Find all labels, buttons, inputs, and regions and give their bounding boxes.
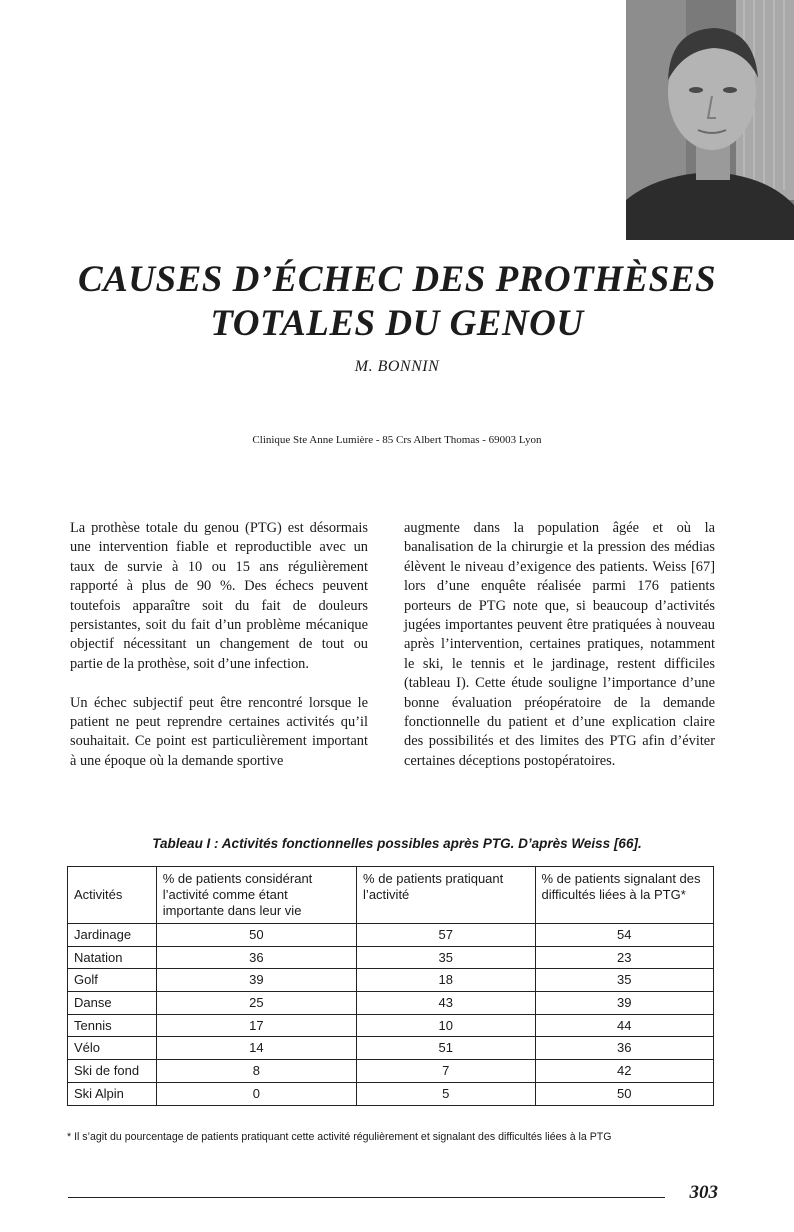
table-row xyxy=(68,1014,714,1037)
table-cell: 39 xyxy=(535,992,713,1015)
table-cell: 51 xyxy=(357,1037,535,1060)
table-cell: 10 xyxy=(357,1014,535,1037)
table-cell: 25 xyxy=(156,992,356,1015)
table-cell: 44 xyxy=(535,1014,713,1037)
activity-name: Danse xyxy=(68,992,157,1015)
activity-name: Ski de fond xyxy=(68,1060,157,1083)
activity-name: Natation xyxy=(68,946,157,969)
activity-name: Jardinage xyxy=(68,924,157,947)
footer-rule xyxy=(68,1197,665,1198)
table-header-cell: % de patients pratiquant l’activité xyxy=(357,867,535,924)
author-name: M. BONNIN xyxy=(354,358,440,375)
table-cell: 5 xyxy=(357,1082,535,1105)
body-column-left xyxy=(70,519,368,771)
table-header-cell: Activités xyxy=(68,867,157,924)
page-number: 303 xyxy=(689,1182,718,1203)
table-cell: 39 xyxy=(156,969,356,992)
table-cell: 14 xyxy=(156,1037,356,1060)
table-cell: 43 xyxy=(357,992,535,1015)
activity-name: Golf xyxy=(68,969,157,992)
table-cell: 36 xyxy=(535,1037,713,1060)
table-footnote: * Il s’agit du pourcentage de patients pratiquant cette activité régulièrement et signalant des difficultés liées à la PTG xyxy=(67,1131,612,1143)
table-caption: Tableau I : Activités fonctionnelles possibles après PTG. D’après Weiss [66]. xyxy=(152,836,642,851)
paragraph: La prothèse totale du genou (PTG) est désormais une intervention fiable et reproductible avec un taux de survie à 10 ou 15 ans régulièrement rapporté à plus de 90 %. Des échecs peuvent toutefois apparaître soit du fait de douleurs persistantes, soit du fait d’un problème mécanique objectif nécessitant un changement de tout ou partie de la prothèse, soit d’une infection. xyxy=(70,520,368,672)
author-photo xyxy=(626,0,794,240)
table-cell: 35 xyxy=(535,969,713,992)
activity-name: Ski Alpin xyxy=(68,1082,157,1105)
table-row xyxy=(68,924,714,947)
table-row xyxy=(68,992,714,1015)
table-cell: 36 xyxy=(156,946,356,969)
table-row xyxy=(68,969,714,992)
table-cell: 8 xyxy=(156,1060,356,1083)
activity-name: Vélo xyxy=(68,1037,157,1060)
table-row xyxy=(68,1037,714,1060)
article-title xyxy=(0,258,794,346)
table-header-cell: % de patients considérant l’activité comme étant importante dans leur vie xyxy=(156,867,356,924)
title-line-1: CAUSES D’ÉCHEC DES PROTHÈSES xyxy=(77,259,717,300)
table-cell: 7 xyxy=(357,1060,535,1083)
table-cell: 42 xyxy=(535,1060,713,1083)
author-affiliation: Clinique Ste Anne Lumière - 85 Crs Albert Thomas - 69003 Lyon xyxy=(252,434,542,446)
paragraph: Un échec subjectif peut être rencontré lorsque le patient ne peut reprendre certaines activités qu’il souhaitait. Ce point est particulièrement important à une époque où la demande sportive xyxy=(70,694,368,769)
title-line-2: TOTALES DU GENOU xyxy=(210,303,584,344)
table-cell: 50 xyxy=(156,924,356,947)
table-cell: 50 xyxy=(535,1082,713,1105)
table-cell: 35 xyxy=(357,946,535,969)
table-cell: 0 xyxy=(156,1082,356,1105)
table-row xyxy=(68,1082,714,1105)
table-header-cell: % de patients signalant des difficultés liées à la PTG* xyxy=(535,867,713,924)
table-cell: 17 xyxy=(156,1014,356,1037)
table-cell: 54 xyxy=(535,924,713,947)
activity-name: Tennis xyxy=(68,1014,157,1037)
paragraph: augmente dans la population âgée et où la banalisation de la chirurgie et la pression des médias élèvent le niveau d’exigence des patients. Weiss [67] lors d’une enquête réalisée parmi 176 patients porteurs de PTG note que, si beaucoup d’activités jugées importantes peuvent être pratiquées à nouveau après l’intervention, certaines pratiques, notamment le ski, le tennis et le jardinage, restent difficiles (tableau I). Cette étude souligne l’importance d’une bonne évaluation préopératoire de la demande fonctionnelle du patient et d’une explication claire des possibilités et des limites des PTG afin d’éviter certaines déceptions postopératoires. xyxy=(404,520,715,769)
table-row xyxy=(68,946,714,969)
table-cell: 18 xyxy=(357,969,535,992)
table-cell: 23 xyxy=(535,946,713,969)
table-row xyxy=(68,1060,714,1083)
table-header-row xyxy=(68,867,714,924)
activities-table xyxy=(67,866,714,1106)
table-cell: 57 xyxy=(357,924,535,947)
body-column-right xyxy=(404,519,715,771)
